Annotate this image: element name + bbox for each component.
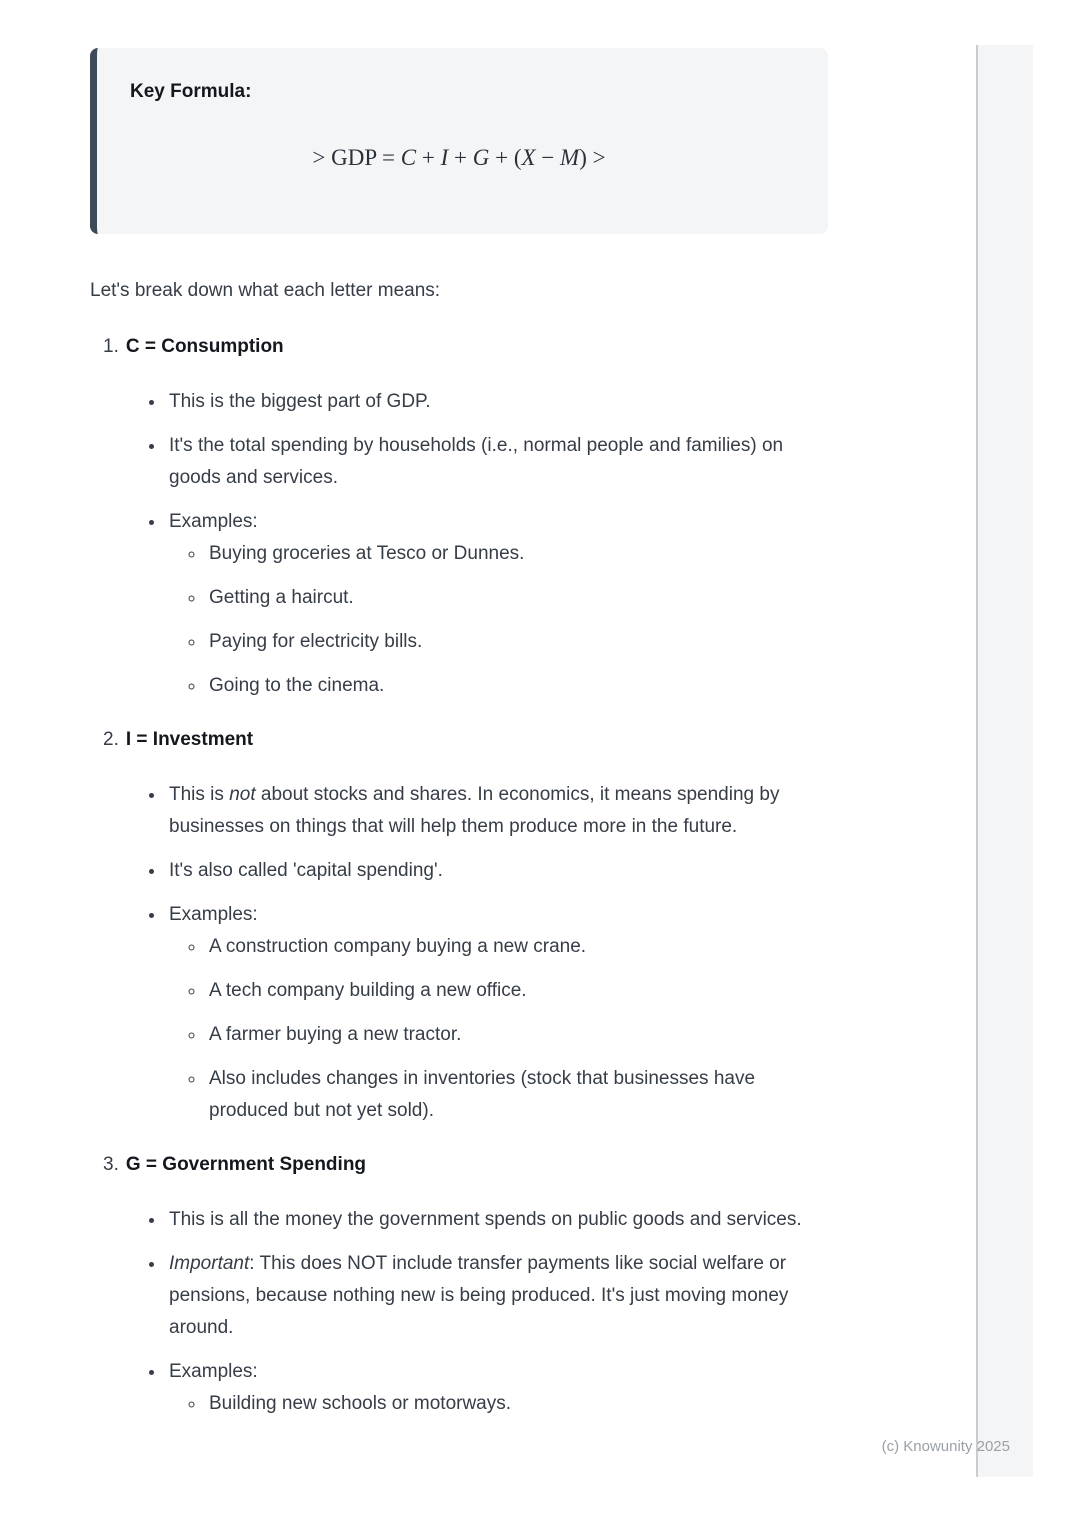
bullet-text: Examples:: [169, 511, 258, 532]
bullet-text-italic: Important: [169, 1253, 250, 1274]
sub-bullet-text: Also includes changes in inventories (stock that businesses have produced but not yet sold).: [209, 1068, 756, 1121]
formula-segment: −: [535, 145, 561, 170]
bullet-item: [166, 430, 828, 494]
sub-bullet-text: A tech company building a new office.: [209, 980, 527, 1001]
section-heading: [103, 1149, 828, 1181]
bullet-list: [103, 756, 828, 1127]
formula-var-i: I: [440, 145, 449, 170]
bullet-text: Examples:: [169, 1361, 258, 1382]
bullet-item: [166, 1356, 828, 1420]
section-number: 3.: [103, 1154, 119, 1175]
bullet-text: about stocks and shares. In economics, it means spending by businesses on things that will help them produce more in the future.: [169, 784, 780, 837]
section-title: I = Investment: [125, 729, 254, 750]
key-formula-callout: [90, 48, 828, 234]
section-consumption: [103, 331, 828, 702]
formula-var-x: X: [521, 145, 536, 170]
sub-bullet-text: Getting a haircut.: [209, 587, 354, 608]
bullet-item: [166, 779, 828, 843]
adjacent-page-edge: [976, 45, 1033, 1477]
key-formula-label: Key Formula:: [130, 81, 252, 102]
bullet-text: It's the total spending by households (i.e., normal people and families) on goods and services.: [169, 435, 784, 488]
formula-var-g: G: [472, 145, 490, 170]
bullet-item: [166, 506, 828, 702]
bullet-text: It's also called 'capital spending'.: [169, 860, 443, 881]
sub-bullet-item: [206, 626, 828, 658]
section-government-spending: [103, 1149, 828, 1420]
section-investment: [103, 724, 828, 1127]
bullet-item: [166, 386, 828, 418]
sub-bullet-item: [206, 931, 828, 963]
sub-bullet-text: Buying groceries at Tesco or Dunnes.: [209, 543, 525, 564]
bullet-item: [166, 1204, 828, 1236]
sub-bullet-text: Building new schools or motorways.: [209, 1393, 512, 1414]
section-heading: [103, 724, 828, 756]
bullet-text: Examples:: [169, 904, 258, 925]
formula-segment: +: [416, 145, 441, 170]
bullet-item: [166, 855, 828, 887]
bullet-text: This is: [169, 784, 230, 805]
sub-bullet-list: [169, 1388, 828, 1420]
bullet-text: This is all the money the government spends on public goods and services.: [169, 1209, 802, 1230]
sub-bullet-item: [206, 582, 828, 614]
sub-bullet-item: [206, 538, 828, 570]
bullet-list: [103, 363, 828, 702]
formula-segment: + (: [489, 145, 522, 170]
sub-bullet-list: [169, 931, 828, 1127]
bullet-text-italic: not: [229, 784, 256, 805]
section-title: C = Consumption: [125, 336, 284, 357]
bullet-list: [103, 1181, 828, 1420]
sub-bullet-item: [206, 1388, 828, 1420]
letter-breakdown-list: [90, 331, 828, 1420]
gdp-formula: [130, 145, 788, 171]
copyright-watermark: (c) Knowunity 2025: [881, 1438, 1010, 1455]
sub-bullet-text: A farmer buying a new tractor.: [209, 1024, 462, 1045]
section-number: 2.: [103, 729, 119, 750]
sub-bullet-item: [206, 1019, 828, 1051]
formula-segment: > GDP =: [312, 145, 401, 170]
formula-segment: ) >: [579, 145, 606, 170]
sub-bullet-item: [206, 975, 828, 1007]
section-heading: [103, 331, 828, 363]
formula-segment: +: [448, 145, 473, 170]
section-number: 1.: [103, 336, 119, 357]
sub-bullet-text: A construction company buying a new crane.: [209, 936, 587, 957]
bullet-text: : This does NOT include transfer payments like social welfare or pensions, because nothing new is being produced. It's just moving money around.: [169, 1253, 789, 1338]
bullet-text: This is the biggest part of GDP.: [169, 391, 431, 412]
bullet-item: [166, 899, 828, 1127]
formula-var-m: M: [560, 145, 580, 170]
bullet-item: [166, 1248, 828, 1344]
sub-bullet-list: [169, 538, 828, 702]
intro-text: Let's break down what each letter means:: [90, 280, 441, 301]
sub-bullet-item: [206, 1063, 828, 1127]
formula-var-c: C: [400, 145, 417, 170]
document-page: [90, 48, 828, 1432]
sub-bullet-text: Paying for electricity bills.: [209, 631, 423, 652]
sub-bullet-item: [206, 670, 828, 702]
section-title: G = Government Spending: [125, 1154, 367, 1175]
sub-bullet-text: Going to the cinema.: [209, 675, 385, 696]
